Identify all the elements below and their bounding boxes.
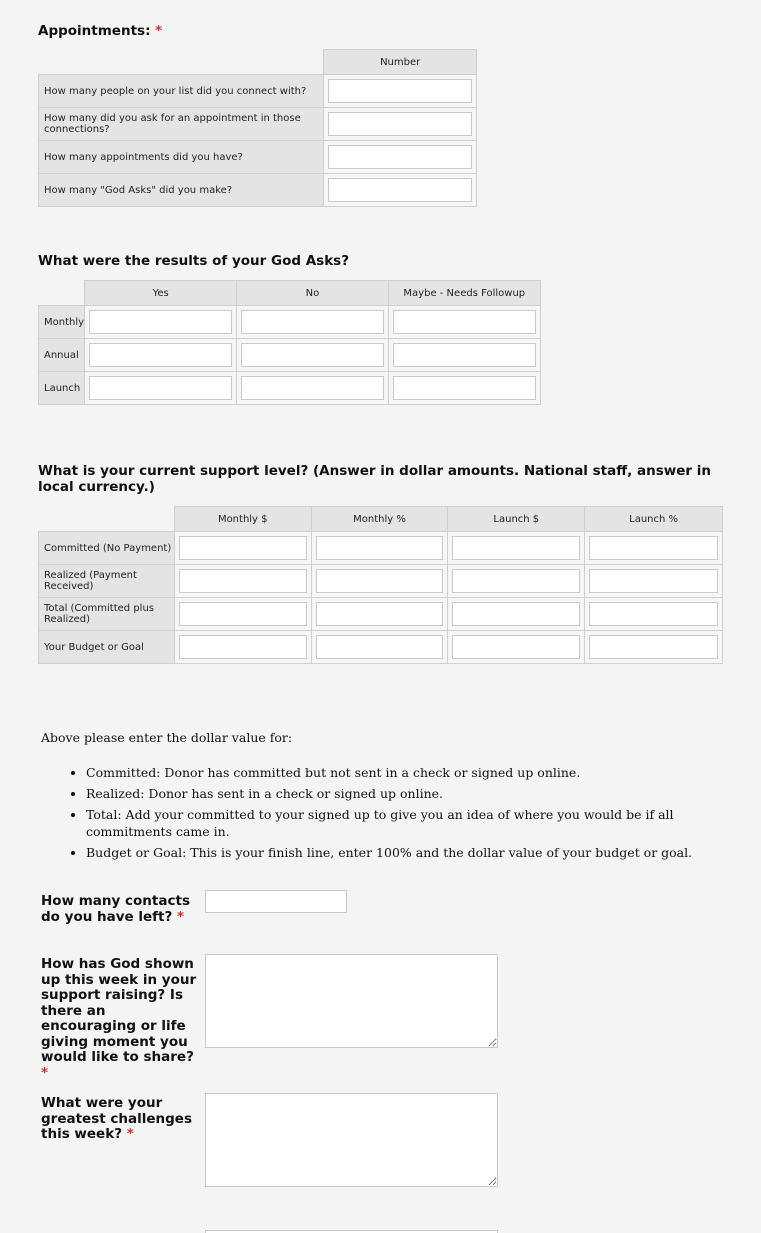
support-table — [38, 506, 723, 664]
row-label: How many appointments did you have? — [39, 141, 324, 174]
annual-no-input[interactable] — [241, 343, 383, 367]
notes-list-wrapper — [41, 764, 741, 865]
total-launch-dollar-input[interactable] — [452, 602, 580, 626]
god-asks-heading: What were the results of your God Asks? — [38, 253, 350, 269]
required-asterisk: * — [41, 1064, 49, 1081]
goal-monthly-dollar-input[interactable] — [179, 635, 307, 659]
committed-monthly-dollar-input[interactable] — [179, 536, 307, 560]
row-label: Your Budget or Goal — [39, 631, 175, 664]
monthly-no-input[interactable] — [241, 310, 383, 334]
blank-header — [39, 50, 324, 75]
support-heading: What is your current support level? (Answer in dollar amounts. National staff, answer in local currency.) — [38, 463, 711, 495]
table-row — [39, 108, 477, 141]
contacts-left-label — [41, 894, 201, 925]
column-header-launch-dollar: Launch $ — [448, 507, 585, 532]
column-header-yes: Yes — [85, 281, 237, 306]
appointments-table — [38, 49, 477, 207]
column-header-monthly-percent: Monthly % — [311, 507, 448, 532]
blank-header — [39, 281, 85, 306]
column-header-maybe: Maybe - Needs Followup — [388, 281, 540, 306]
connected-count-input[interactable] — [328, 79, 472, 103]
blank-header — [39, 507, 175, 532]
challenges-textarea[interactable] — [205, 1093, 498, 1187]
contacts-left-input[interactable] — [205, 890, 347, 913]
table-row — [39, 631, 723, 664]
row-label: Launch — [39, 372, 85, 405]
committed-launch-dollar-input[interactable] — [452, 536, 580, 560]
goal-launch-percent-input[interactable] — [589, 635, 718, 659]
table-row — [39, 141, 477, 174]
table-row — [39, 532, 723, 565]
appointments-title: Appointments: — [38, 23, 151, 39]
row-label: Total (Committed plus Realized) — [39, 598, 175, 631]
notes-intro: Above please enter the dollar value for: — [41, 730, 293, 745]
goal-launch-dollar-input[interactable] — [452, 635, 580, 659]
god-shown-up-textarea[interactable] — [205, 954, 498, 1048]
row-label: Monthly — [39, 306, 85, 339]
column-header-launch-percent: Launch % — [585, 507, 723, 532]
row-label: Committed (No Payment) — [39, 532, 175, 565]
column-header-number: Number — [324, 50, 477, 75]
appointments-count-input[interactable] — [328, 145, 472, 169]
monthly-yes-input[interactable] — [89, 310, 232, 334]
challenges-label — [41, 1096, 203, 1143]
monthly-maybe-input[interactable] — [393, 310, 536, 334]
appointments-heading — [38, 24, 162, 40]
notes-list — [41, 764, 741, 861]
god-shown-up-label — [41, 957, 203, 1081]
row-label: How many people on your list did you connect with? — [39, 75, 324, 108]
table-row — [39, 306, 541, 339]
row-label: Annual — [39, 339, 85, 372]
launch-no-input[interactable] — [241, 376, 383, 400]
asked-count-input[interactable] — [328, 112, 472, 136]
row-label: How many "God Asks" did you make? — [39, 174, 324, 207]
required-asterisk: * — [126, 1126, 134, 1142]
list-item: • Total: Add your committed to your signed up to give you an idea of where you would be if all commitments came in. — [86, 806, 741, 840]
god-shown-up-text: How has God shown up this week in your support raising? Is there an encouraging or life giving moment you would like to share? — [41, 956, 197, 1065]
committed-launch-percent-input[interactable] — [589, 536, 718, 560]
table-row — [39, 598, 723, 631]
list-item: • Realized: Donor has sent in a check or signed up online. — [86, 785, 741, 802]
column-header-monthly-dollar: Monthly $ — [174, 507, 311, 532]
launch-maybe-input[interactable] — [393, 376, 536, 400]
table-row — [39, 174, 477, 207]
required-asterisk: * — [155, 23, 163, 39]
realized-launch-dollar-input[interactable] — [452, 569, 580, 593]
challenges-text: What were your greatest challenges this week? — [41, 1095, 192, 1142]
annual-maybe-input[interactable] — [393, 343, 536, 367]
annual-yes-input[interactable] — [89, 343, 232, 367]
required-asterisk: * — [177, 908, 185, 925]
total-launch-percent-input[interactable] — [589, 602, 718, 626]
committed-monthly-percent-input[interactable] — [316, 536, 444, 560]
row-label: How many did you ask for an appointment in those connections? — [39, 108, 324, 141]
god-asks-count-input[interactable] — [328, 178, 472, 202]
total-monthly-percent-input[interactable] — [316, 602, 444, 626]
goal-monthly-percent-input[interactable] — [316, 635, 444, 659]
launch-yes-input[interactable] — [89, 376, 232, 400]
table-row — [39, 565, 723, 598]
list-item: • Committed: Donor has committed but not sent in a check or signed up online. — [86, 764, 741, 781]
table-row — [39, 372, 541, 405]
list-item: • Budget or Goal: This is your finish line, enter 100% and the dollar value of your budget or goal. — [86, 844, 741, 861]
table-row — [39, 75, 477, 108]
contacts-left-text: How many contacts do you have left? — [41, 893, 190, 925]
realized-monthly-percent-input[interactable] — [316, 569, 444, 593]
god-asks-table — [38, 280, 541, 405]
row-label: Realized (Payment Received) — [39, 565, 175, 598]
table-row — [39, 339, 541, 372]
column-header-no: No — [237, 281, 388, 306]
total-monthly-dollar-input[interactable] — [179, 602, 307, 626]
realized-launch-percent-input[interactable] — [589, 569, 718, 593]
realized-monthly-dollar-input[interactable] — [179, 569, 307, 593]
